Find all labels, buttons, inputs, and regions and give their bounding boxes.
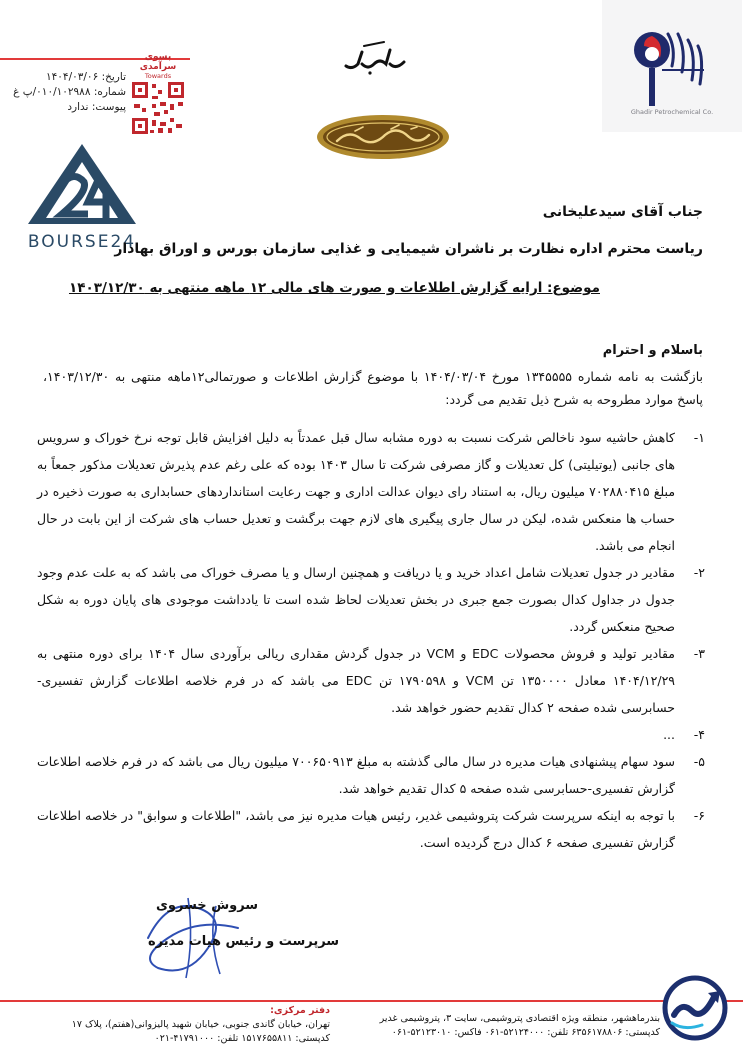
date-value: ۱۴۰۴/۰۳/۰۶ — [46, 71, 99, 83]
date-row — [6, 70, 126, 85]
list-item — [37, 559, 705, 640]
number-label: شماره: — [93, 86, 126, 98]
footer-headquarters — [60, 1004, 330, 1046]
hq-title: دفتر مرکزی: — [270, 1005, 330, 1016]
letter-meta — [6, 70, 126, 115]
letter-subject: موضوع: ارایه گزارش اطلاعات و صورت های مالی ۱۲ ماهه منتهی به ۱۴۰۳/۱۲/۳۰ — [68, 280, 600, 296]
number-value: ۰۱۰/۱۰۲۹۸۸/پ غ — [13, 86, 91, 98]
item-number: ۴- — [693, 727, 705, 742]
list-item — [37, 721, 705, 748]
plant-contact: کدپستی: ۶۳۵۶۱۷۸۸۰۶ تلفن: ۵۲۱۲۴۰۰۰-۰۶۱ فاکس: ۵۲۱۲۳۰۱۰-۰۶۱ — [391, 1027, 660, 1038]
qr-code-icon — [130, 80, 186, 136]
item-text: سود سهام پیشنهادی هیات مدیره در سال مالی گذشته به مبلغ ۷۰۰۶۵۰۹۱۳ میلیون ریال می باشد که در فرم خلاصه اطلاعات گزارش تفسیری-حسابرسی شده صفحه ۵ کدال تقدیم خواهد شد. — [37, 754, 675, 796]
item-text: با توجه به اینکه سرپرست شرکت پتروشیمی غدیر، رئیس هیات مدیره نیز می باشد، "اطلاعات و سوابق" در خلاصه اطلاعات گزارش تفسیری صفحه ۶ کدال درج گردیده است. — [37, 808, 675, 850]
list-item — [37, 802, 705, 856]
footer-plant — [360, 1012, 660, 1040]
item-number: ۶- — [693, 808, 705, 823]
gpc-tagline: Towards — [144, 72, 172, 80]
date-label: تاریخ: — [101, 71, 126, 83]
slogan-seal-icon — [315, 113, 451, 161]
item-number: ۳- — [693, 646, 705, 661]
bismillah-calligraphy-icon — [340, 40, 410, 80]
items-list — [37, 424, 705, 856]
bourse24-label: BOURSE24 — [27, 232, 137, 252]
item-number: ۲- — [693, 565, 705, 580]
footer-rule — [0, 1000, 743, 1002]
intro-paragraph: بازگشت به نامه شماره ۱۳۴۵۵۵۵ مورخ ۱۴۰۴/۰۳/۰۴ با موضوع گزارش اطلاعات و صورتمالی۱۲ماهه منتهی به ۱۴۰۳/۱۲/۳۰، پاسخ موارد مطروحه به شرح ذیل تقدیم می گردد: — [43, 369, 703, 407]
plant-address: بندرماهشهر، منطقه ویژه اقتصادی پتروشیمی، سایت ۳، پتروشیمی غدیر — [379, 1013, 660, 1024]
item-text: مقادیر تولید و فروش محصولات EDC و VCM در جدول گردش مقداری ریالی برآوردی سال ۱۴۰۴ برای دوره منتهی به ۱۴۰۴/۱۲/۲۹ معادل ۱۳۵۰۰۰۰ تن VCM و ۱۷۹۰۵۹۸ تن EDC می باشد که در فرم خلاصه اطلاعات گزارش تفسیری-حسابرسی شده صفحه ۲ کدال تقدیم حضور خواهد شد. — [37, 646, 675, 715]
number-row — [6, 85, 126, 100]
signatory-title: سرپرست و رئیس هیات مدیره — [148, 934, 340, 949]
hq-address: تهران، خیابان گاندی جنوبی، خیابان شهید پالیزوانی(هفتم)، پلاک ۱۷ — [71, 1019, 330, 1030]
list-item — [37, 424, 705, 559]
company-english-name: Ghadir Petrochemical Co. — [630, 108, 714, 116]
attachment-value: ندارد — [67, 101, 89, 113]
item-text: مقادیر در جدول تعدیلات شامل اعداد خرید و یا دریافت و همچنین ارسال و یا مصرف خوراک می باشد که به علت عدم وجود جدول در جداول کدال بصورت جمع جبری در بخش تعدیلات لحاظ شده است تا یادداشت موجودی های پایان دوره به شکل صحیح منعکس گردد. — [37, 565, 675, 634]
gpc-motto: بسوی سرآمدی — [139, 52, 177, 72]
trend-badge-icon — [662, 975, 728, 1041]
item-text: ... — [663, 727, 675, 742]
item-text: کاهش حاشیه سود ناخالص شرکت نسبت به دوره مشابه سال قبل عمدتاً به دلیل افزایش قابل توجه نرخ خوراک و سرویس های جانبی (یوتیلیتی) کل تعدیلات و گاز مصرفی شرکت تا سال ۱۴۰۳ بوده که علی رغم عدم پذیرش تعدیلات مذکور جمعاً به مبلغ ۷۰۲۸۸۰۴۱۵ میلیون ریال، به استناد رای دیوان عدالت اداری و جهت رعایت استانداردهای حسابداری به صورت ذخیره در حساب ها منعکس شده، لیکن در سال جاری پیگیری های لازم جهت برگشت و تعدیل حساب های شرکت از این بابت در حال انجام می باشد. — [37, 430, 676, 553]
list-item — [37, 640, 705, 721]
hq-contact: کدپستی: ۱۵۱۷۶۵۵۸۱۱ تلفن: ۴۱۷۹۱۰۰۰-۰۲۱ — [154, 1033, 330, 1044]
item-number: ۱- — [693, 430, 705, 445]
attachment-label: پیوست: — [91, 101, 126, 113]
list-item — [37, 748, 705, 802]
item-number: ۵- — [693, 754, 705, 769]
recipient-position: ریاست محترم اداره نظارت بر ناشران شیمیایی و غذایی سازمان بورس و اوراق بهادار — [114, 241, 703, 257]
signatory-name: سروش خسروی — [156, 898, 259, 913]
greeting: باسلام و احترام — [602, 343, 703, 358]
attachment-row — [6, 100, 126, 115]
ghadir-logo-icon — [602, 0, 742, 110]
handwritten-signature-icon — [128, 878, 258, 988]
recipient-name: جناب آقای سیدعلیخانی — [542, 204, 703, 220]
